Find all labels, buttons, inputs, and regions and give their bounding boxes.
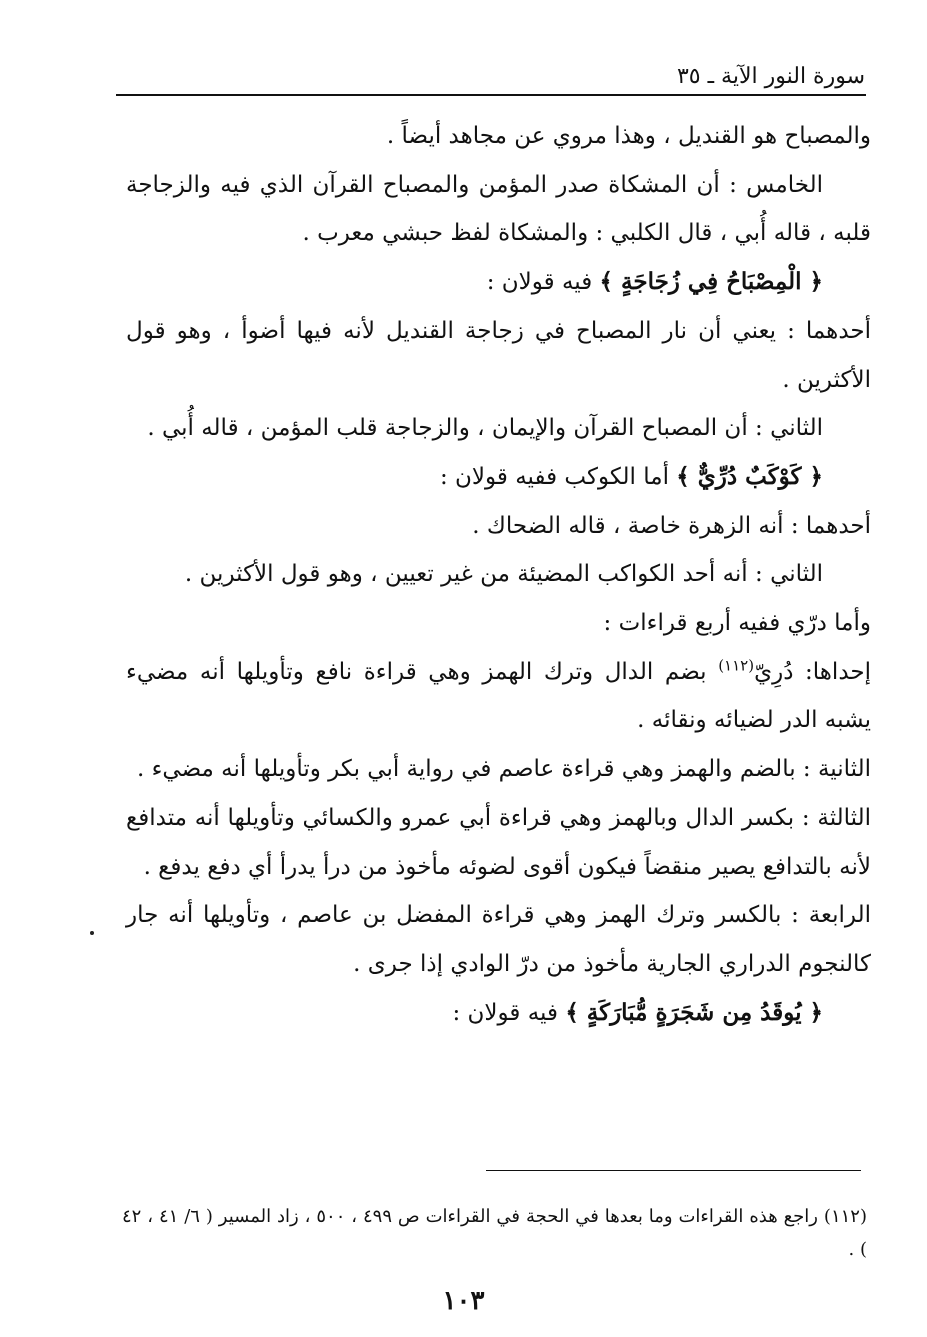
page-number: ١٠٣ — [442, 1286, 485, 1316]
footnote-reference: (١١٢) — [718, 656, 755, 675]
paragraph — [126, 989, 871, 1038]
paragraph-text: أما الكوكب ففيه قولان : — [439, 463, 677, 490]
quran-verse: ﴿ كَوْكَبٌ دُرِّيٌّ ﴾ — [676, 462, 823, 490]
paragraph — [126, 648, 871, 745]
footnote-rule — [486, 1170, 861, 1171]
paragraph: أحدهما : أنه الزهرة خاصة ، قاله الضحاك . — [472, 512, 871, 539]
paragraph-text: إحداها: دُرِيّ — [754, 658, 872, 685]
header-rule — [116, 94, 866, 96]
paragraph: الثاني : أنه أحد الكواكب المضيئة من غير تعيين ، وهو قول الأكثرين . — [184, 561, 823, 588]
running-header: سورة النور الآية ـ ٣٥ — [676, 64, 865, 89]
paragraph: أحدهما : يعني أن نار المصباح في زجاجة القنديل لأنه فيها أضوأ ، وهو قول الأكثرين . — [126, 317, 871, 393]
footnote: (١١٢) راجع هذه القراءات وما بعدها في الحجة في القراءات ص ٤٩٩ ، ٥٠٠ ، زاد المسير ( ٦/ ٤١ ، ٤٢ ) . — [122, 1206, 867, 1260]
quran-verse: ﴿ يُوقَدُ مِن شَجَرَةٍ مُّبَارَكَةٍ ﴾ — [565, 998, 823, 1026]
paragraph: الثالثة : بكسر الدال وبالهمز وهي قراءة أبي عمرو والكسائي وتأويلها أنه متدافع لأنه بالتدافع يصير منقضاً فيكون أقوى لضوئه مأخوذ من درأ يدرأ أي دفع يدفع . — [126, 804, 871, 880]
paragraph — [126, 453, 871, 502]
paragraph-text: بضم الدال وترك الهمز وهي قراءة نافع وتأويلها أنه مضيء يشبه الدر لضيائه ونقائه . — [126, 658, 871, 734]
scan-speck — [90, 931, 94, 935]
paragraph-text: فيه قولان : — [486, 269, 600, 296]
paragraph — [126, 258, 871, 307]
paragraph: وأما درّي ففيه أربع قراءات : — [603, 610, 871, 637]
paragraph: الخامس : أن المشكاة صدر المؤمن والمصباح القرآن الذي فيه والزجاجة قلبه ، قاله أُبي ، قال الكلبي : والمشكاة لفظ حبشي معرب . — [126, 171, 871, 247]
paragraph: الثاني : أن المصباح القرآن والإيمان ، والزجاجة قلب المؤمن ، قاله أُبي . — [147, 415, 823, 442]
paragraph: والمصباح هو القنديل ، وهذا مروي عن مجاهد أيضاً . — [386, 123, 871, 149]
body-text — [126, 112, 871, 1037]
paragraph-text: فيه قولان : — [452, 999, 566, 1026]
paragraph: الثانية : بالضم والهمز وهي قراءة عاصم في رواية أبي بكر وتأويلها أنه مضيء . — [137, 756, 871, 783]
quran-verse: ﴿ الْمِصْبَاحُ فِي زُجَاجَةٍ ﴾ — [599, 268, 823, 296]
paragraph: الرابعة : بالكسر وترك الهمز وهي قراءة المفضل بن عاصم ، وتأويلها أنه جار كالنجوم الدراري الجارية مأخوذ من درّ الوادي إذا جرى . — [126, 902, 871, 977]
